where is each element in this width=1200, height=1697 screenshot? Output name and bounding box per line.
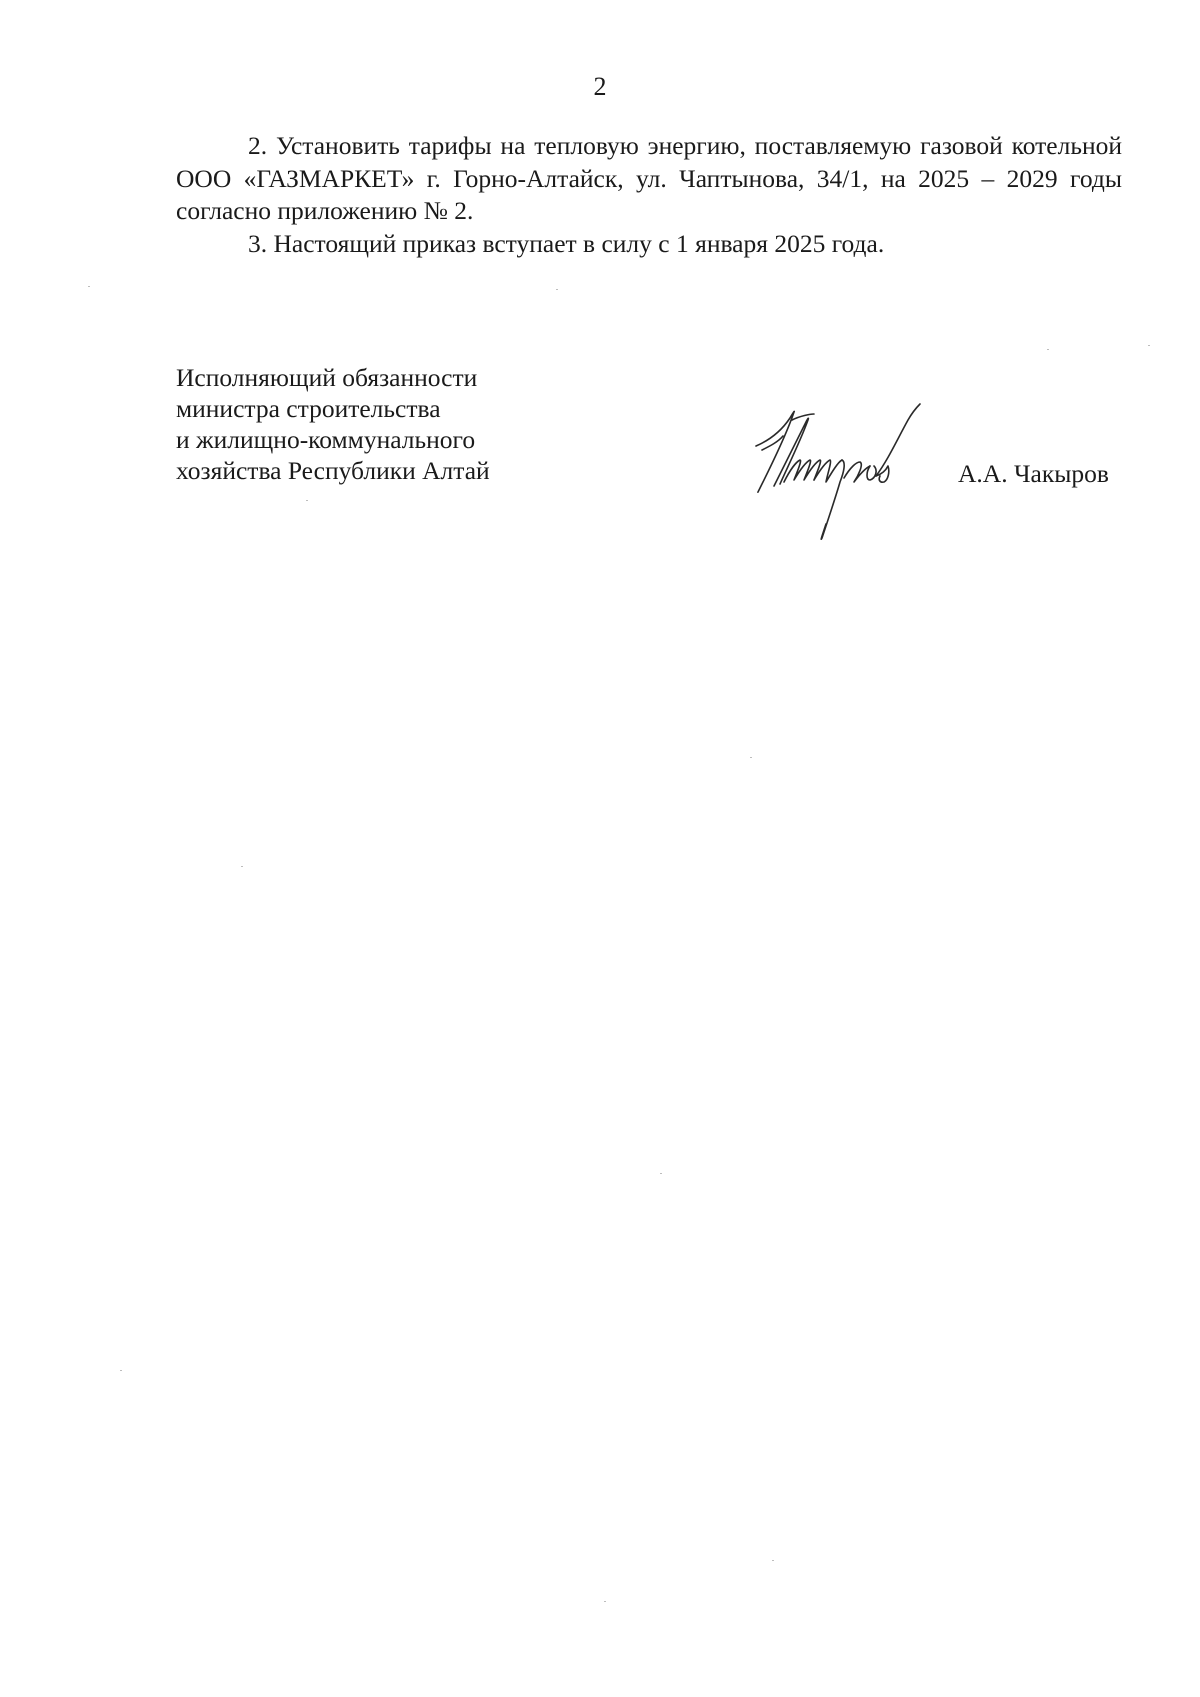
signatory-position	[176, 362, 490, 486]
scan-speck	[604, 1601, 606, 1602]
position-line: и жилищно-коммунального	[176, 425, 476, 454]
scan-speck	[1047, 349, 1049, 350]
position-line: Исполняющий обязанности	[176, 363, 478, 392]
position-line: министра строительства	[176, 394, 441, 423]
signer-name: А.А. Чакыров	[958, 459, 1109, 488]
scan-speck	[88, 286, 90, 287]
scan-speck	[241, 866, 243, 867]
scan-speck	[306, 500, 308, 501]
scan-speck	[772, 1560, 774, 1561]
scan-speck	[556, 289, 558, 290]
order-paragraph-2: 2. Установить тарифы на тепловую энергию, поставляемую газовой котельной ООО «ГАЗМАРКЕТ» г. Горно-Алтайск, ул. Чаптынова, 34/1, на 2025 – 2029 годы согласно приложению № 2.	[176, 131, 1122, 225]
page-number: 2	[593, 72, 607, 101]
handwritten-signature	[748, 400, 978, 550]
scan-speck	[660, 1173, 662, 1174]
order-paragraph-3: 3. Настоящий приказ вступает в силу с 1 января 2025 года.	[248, 228, 885, 258]
order-body	[176, 130, 1122, 260]
scan-speck	[120, 1370, 122, 1371]
scan-speck	[750, 757, 752, 758]
position-line: хозяйства Республики Алтай	[176, 456, 490, 485]
scan-speck	[1148, 345, 1150, 346]
